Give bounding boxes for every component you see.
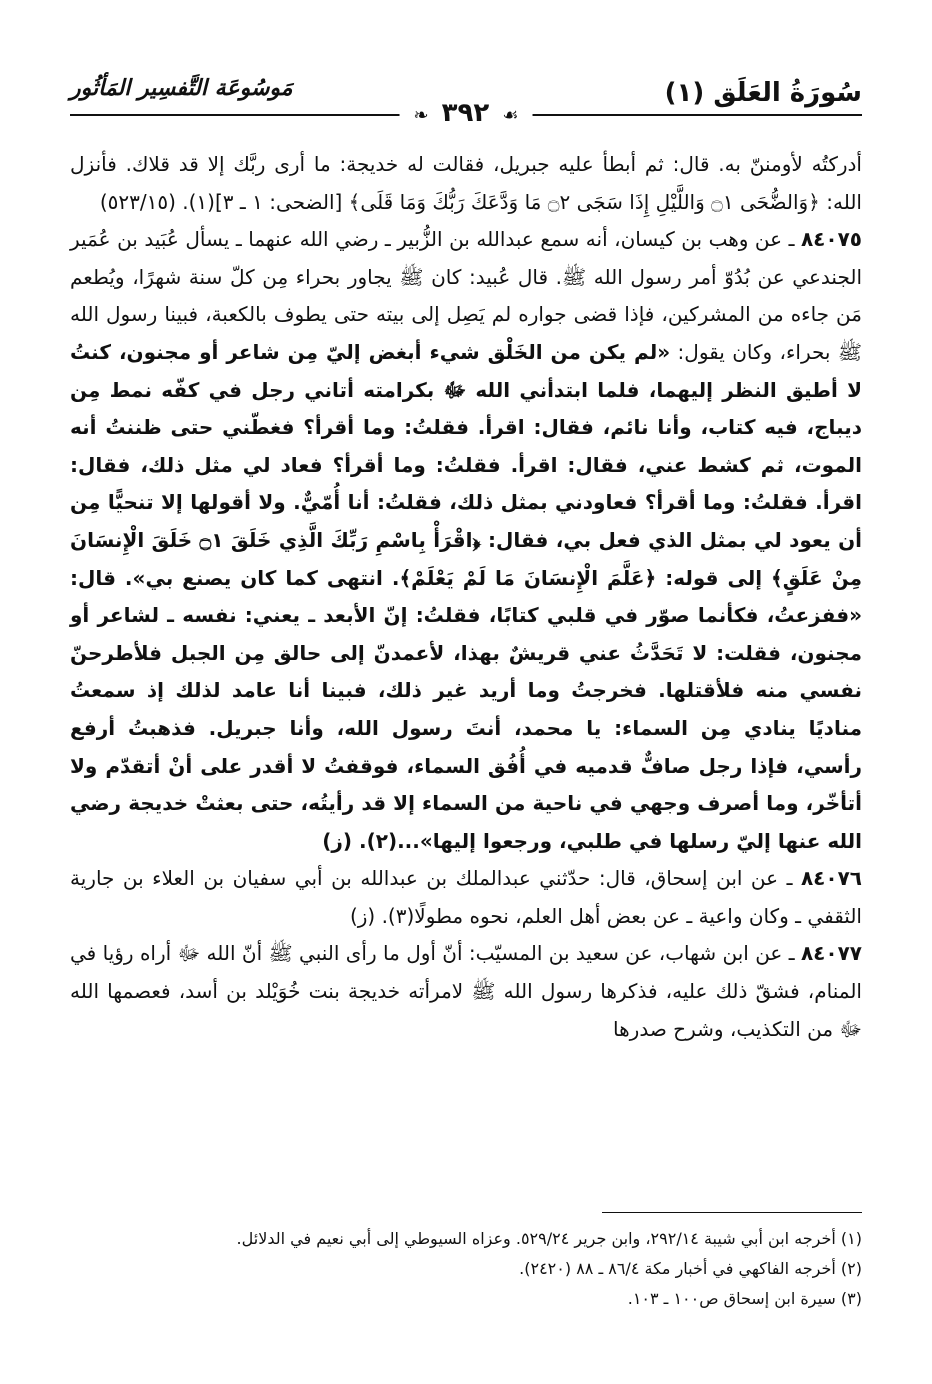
footnote: (١) أخرجه ابن أبي شيبة ٢٩٢/١٤، وابن جرير ٥٢٩/٢٤. وعزاه السيوطي إلى أبي نعيم في الدلائل. [236, 1229, 862, 1248]
surah-title: سُورَةُ العَلَق (١) [664, 78, 862, 108]
ornament-icon: ❧ [413, 105, 429, 126]
footnote-divider [602, 1212, 862, 1213]
main-text [70, 146, 862, 1048]
paragraph [70, 935, 862, 1048]
hadith-quote: «لم يكن من الخَلْق شيء أبغض إليّ مِن شاعر أو مجنون، كنتُ لا أطيق النظر إليهما، فلما ابتدأني الله ﷻ بكرامته أتاني رجل في كفّه نمط مِن ديباج، فيه كتاب، وأنا نائم، فقال: اقرأ. فقلتُ: وما أقرأ؟ فغطّني حتى ظننتُ أنه الموت، ثم كشط عني، فقال: اقرأ. فقلتُ: وما أقرأ؟ فعاد لي مثل ذلك، فقال: اقرأ. فقلتُ: وما أقرأ؟ فعاودني بمثل ذلك، فقلتُ: أنا أُمّيٌّ. ولا أقولها إلا تنحيًّا مِن أن يعود لي بمثل الذي فعل بي، فقال: ﴿اقْرَأْ بِاسْمِ رَبِّكَ الَّذِي خَلَقَ ۝١ خَلَقَ الْإِنسَانَ مِنْ عَلَقٍ﴾ إلى قوله: ﴿عَلَّمَ الْإِنسَانَ مَا لَمْ يَعْلَمْ﴾. انتهى كما كان يصنع بي». قال: «ففزعتُ، فكأنما صوّر في قلبي كتابًا، فقلتُ: إنّ الأبعد ـ يعني: نفسه ـ لشاعر أو مجنون، فقلت: لا تَحَدَّثُ عني قريشٌ بهذا، لأعمدنّ إلى حالق مِن الجبل فلأطرحنّ نفسي منه فلأقتلها. فخرجتُ وما أريد غير ذلك، فبينا أنا عامد لذلك إذ سمعتُ مناديًا ينادي مِن السماء: يا محمد، أنتَ رسول الله، وأنا جبريل. فذهبتُ أرفع رأسي، فإذا رجل صافٌّ قدميه في أُفُق السماء، فوقفتُ لا أقدر على أنْ أتقدّم ولا أتأخّر، وما أصرف وجهي في ناحية من السماء إلا قد رأيتُه، حتى بعثتْ خديجة رضي الله عنها إليّ رسلها في طلبي، ورجعوا إليها»...(٢). (ز) [70, 339, 862, 853]
paragraph-text: أدركتُه لأومننّ به. قال: ثم أبطأ عليه جبريل، فقالت له خديجة: ما أرى ربَّك إلا قد قلاك. فأنزل الله: ﴿وَالضُّحَى ۝١ وَاللَّيْلِ إِذَا سَجَى ۝٢ مَا وَدَّعَكَ رَبُّكَ وَمَا قَلَى﴾ [الضحى: ١ ـ ٣](١). (٥٢٣/١٥) [70, 152, 862, 214]
narration-number: ٨٤٠٧٦ [800, 866, 862, 891]
paragraph [70, 860, 862, 935]
footnote: (٣) سيرة ابن إسحاق ص١٠٠ ـ ١٠٣. [627, 1289, 862, 1308]
footnotes [70, 1224, 862, 1314]
page-header [70, 70, 862, 128]
page-number-block [400, 98, 533, 128]
ornament-icon: ☙ [502, 105, 519, 126]
narration-number: ٨٤٠٧٥ [800, 227, 863, 252]
page-number: ٣٩٢ [441, 98, 490, 128]
paragraph [70, 221, 862, 860]
paragraph-text: ـ عن ابن إسحاق، قال: حدّثني عبدالملك بن عبدالله بن أبي سفيان بن العلاء بن جارية الثقفي ـ وكان واعية ـ عن بعض أهل العلم، نحوه مطولًا(٣). (ز) [70, 866, 862, 928]
paragraph-text: ـ عن وهب بن كيسان، أنه سمع عبدالله بن الزُّبير ـ رضي الله عنهما ـ يسأل عُبَيد بن عُمَير الجندعي عن بُدُوّ أمر رسول الله ﷺ. قال عُبيد: كان ﷺ يجاور بحراء مِن كلّ سنة شهرًا، ويُطعم مَن جاءه من المشركين، فإذا قضى جواره لم يَصِل إلى بيته حتى يطوف بالكعبة، فبينا رسول الله ﷺ بحراء، وكان يقول: [70, 227, 863, 364]
footnote: (٢) أخرجه الفاكهي في أخبار مكة ٨٦/٤ ـ ٨٨ (٢٤٢٠). [519, 1259, 862, 1278]
paragraph [70, 146, 862, 221]
book-title: مَوسُوعَة التَّفسِير المَأثُور [70, 76, 293, 101]
narration-number: ٨٤٠٧٧ [800, 941, 862, 966]
paragraph-text: ـ عن ابن شهاب، عن سعيد بن المسيّب: أنّ أول ما رأى النبي ﷺ أنّ الله ﷻ أراه رؤيا في المنام، فشقّ ذلك عليه، فذكرها رسول الله ﷺ لامرأته خديجة بنت خُوَيْلد بن أسد، فعصمها الله ﷻ من التكذيب، وشرح صدرها [70, 941, 862, 1041]
